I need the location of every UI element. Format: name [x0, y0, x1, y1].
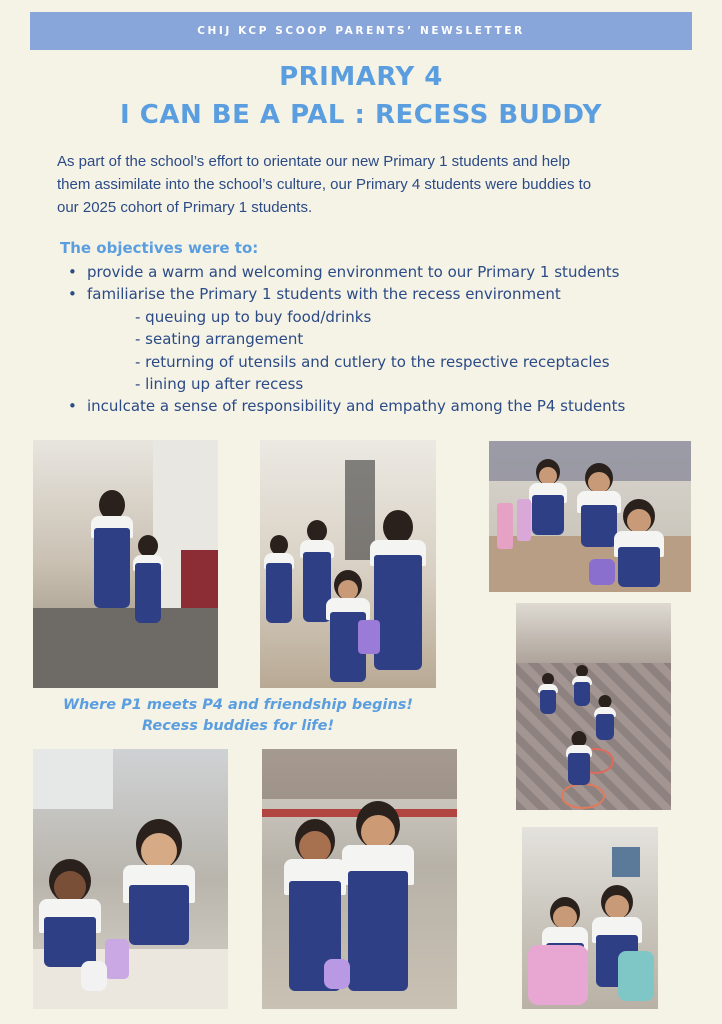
newsletter-label: CHIJ KCP SCOOP PARENTS’ NEWSLETTER — [197, 25, 525, 37]
objective-item — [68, 283, 708, 305]
intro-line: our 2025 cohort of Primary 1 students. — [57, 199, 313, 216]
objectives-heading: The objectives were to: — [60, 239, 259, 257]
intro-line: them assimilate into the school’s culture, our Primary 4 students were buddies to — [57, 176, 592, 193]
objective-sub-item: - returning of utensils and cutlery to the respective receptacles — [135, 352, 610, 371]
intro-line: As part of the school’s effort to orientate our new Primary 1 students and help — [57, 153, 571, 170]
page-title-line1: PRIMARY 4 — [279, 62, 443, 92]
photo-caption-line1: Where P1 meets P4 and friendship begins! — [62, 697, 414, 713]
objective-item — [68, 261, 708, 283]
photo-caption-line2: Recess buddies for life! — [141, 718, 335, 734]
intro-paragraph — [57, 150, 677, 219]
photo-lining-up — [260, 440, 436, 688]
photo-two-buddies — [262, 749, 457, 1009]
objective-sub-item: - queuing up to buy food/drinks — [135, 307, 372, 326]
photo-backpacks — [522, 827, 658, 1009]
objective-text: inculcate a sense of responsibility and empathy among the P4 students — [87, 397, 626, 416]
objective-sub-item: - seating arrangement — [135, 330, 304, 349]
objective-item — [68, 395, 708, 417]
photo-canteen-table — [489, 441, 691, 592]
photo-classroom-buddies — [33, 749, 228, 1009]
objective-text: familiarise the Primary 1 students with the recess environment — [87, 285, 561, 304]
objective-text: provide a warm and welcoming environment to our Primary 1 students — [87, 263, 620, 281]
objective-sub-item: - lining up after recess — [135, 374, 304, 393]
objectives-list — [68, 261, 708, 418]
photo-playground — [516, 603, 671, 810]
page-title-line2: I CAN BE A PAL : RECESS BUDDY — [120, 100, 602, 130]
photo-corridor — [33, 440, 218, 688]
newsletter-banner — [30, 12, 692, 50]
